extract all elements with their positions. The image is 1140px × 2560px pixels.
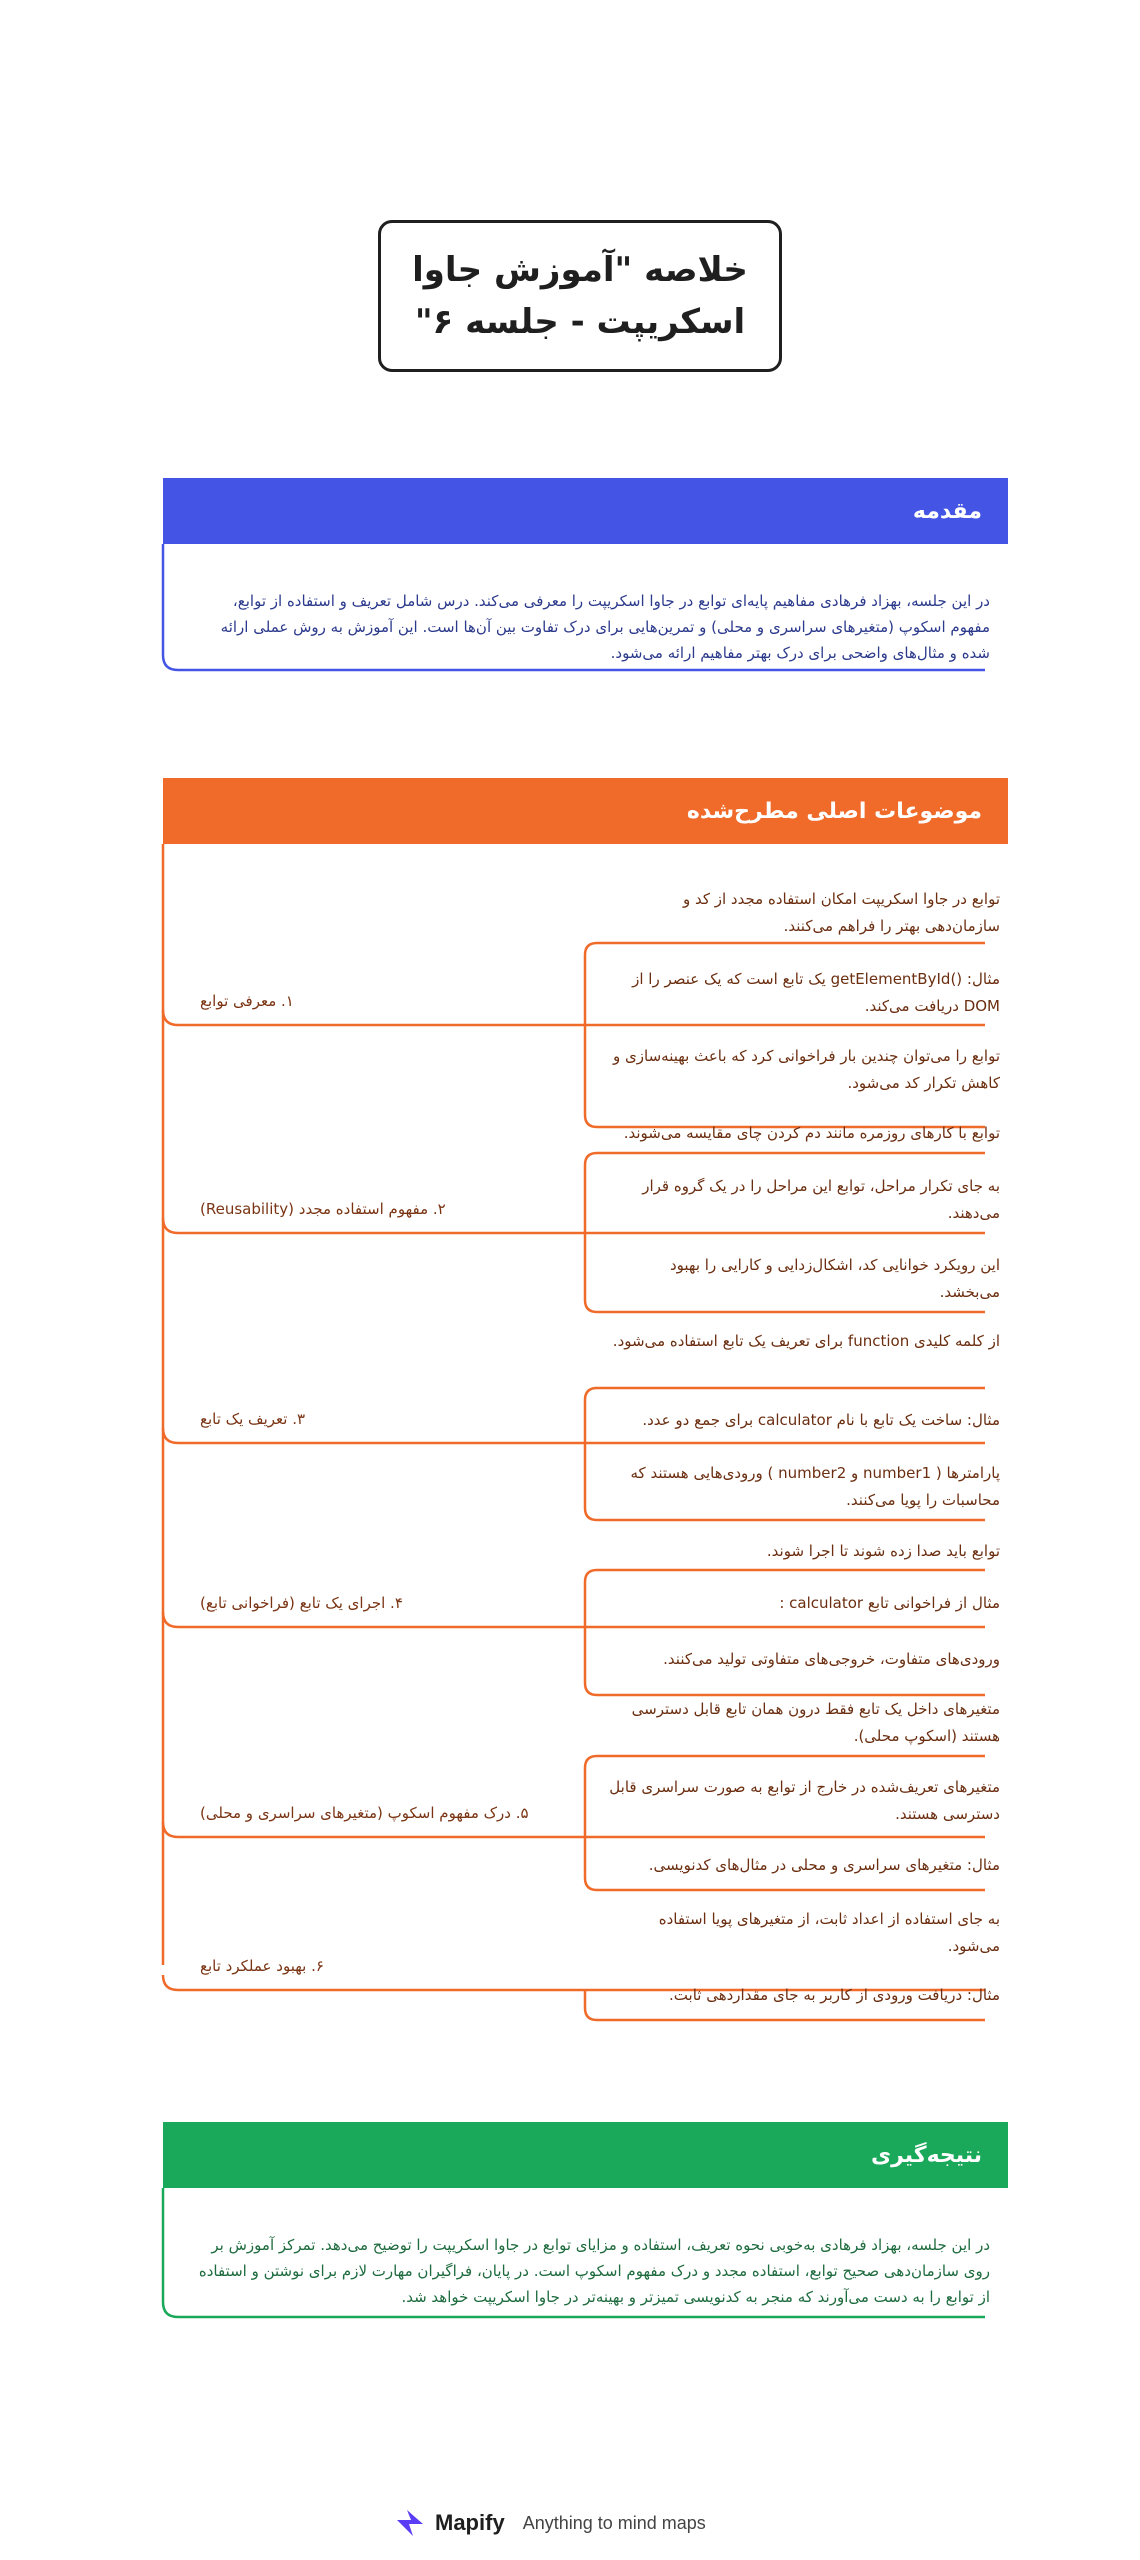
intro-header: مقدمه — [163, 478, 1008, 544]
conclusion-header: نتیجه‌گیری — [163, 2122, 1008, 2188]
topic-label: ۱. معرفی توابع — [200, 992, 294, 1010]
topic-point: توابع باید صدا زده شوند تا اجرا شوند. — [766, 1542, 1000, 1560]
page-title: خلاصه "آموزش جاوا اسکریپت - جلسه ۶" — [378, 220, 782, 372]
topics-header: موضوعات اصلی مطرح‌شده — [163, 778, 1008, 844]
topic-label: ۵. درک مفهوم اسکوپ (متغیرهای سراسری و محلی) — [200, 1804, 529, 1822]
topic-point: توابع در جاوا اسکریپت امکان استفاده مجدد از کد و سازمان‌دهی بهتر را فراهم می‌کنند. — [682, 890, 1000, 935]
topic-point: این رویکرد خوانایی کد، اشکال‌زدایی و کارایی را بهبود می‌بخشد. — [669, 1256, 1000, 1301]
topic-label: ۶. بهبود عملکرد تابع — [200, 1957, 324, 1975]
topic-point: مثال: ساخت یک تابع با نام calculator برای جمع دو عدد. — [642, 1411, 1000, 1429]
topic-label: ۴. اجرای یک تابع (فراخوانی تابع) — [200, 1594, 403, 1612]
brand-tagline: Anything to mind maps — [522, 2512, 706, 2533]
topic-point: متغیرهای داخل یک تابع فقط درون همان تابع قابل دسترسی هستند (اسکوپ محلی). — [631, 1700, 1000, 1745]
footer — [393, 2503, 773, 2543]
topic-point: مثال: دریافت ورودی از کاربر به جای مقداردهی ثابت. — [669, 1986, 1000, 2004]
topic-point: پارامترها ( number1 و number2 ) ورودی‌هایی هستند که محاسبات را پویا می‌کنند. — [630, 1464, 1000, 1509]
topic-point: مثال: ()getElementById یک تابع است که یک عنصر را از DOM دریافت می‌کند. — [632, 970, 1000, 1015]
intro-text: در این جلسه، بهزاد فرهادی مفاهیم پایه‌ای توابع در جاوا اسکریپت را معرفی می‌کند. درس شامل تعریف و استفاده از توابع، مفهوم اسکوپ (متغیرهای سراسری و محلی) و تمرین‌هایی برای درک تفاوت بین آن‌ها است. این آموزش به روش عملی ارائه شده و مثال‌های واضحی برای درک بهتر مفاهیم ارائه می‌شود. — [220, 592, 990, 662]
topic-point: متغیرهای تعریف‌شده در خارج از توابع به صورت سراسری قابل دسترسی هستند. — [609, 1778, 1000, 1823]
conclusion-text: در این جلسه، بهزاد فرهادی به‌خوبی نحوه تعریف، استفاده و مزایای توابع در جاوا اسکریپت را توضیح می‌دهد. تمرکز آموزش بر روی سازمان‌دهی صحیح توابع، استفاده مجدد و درک مفهوم اسکوپ است. در پایان، فراگیران مهارت لازم برای نوشتن و استفاده از توابع را به دست می‌آورند که منجر به کدنویسی تمیزتر و بهینه‌تر در جاوا اسکریپت خواهد شد. — [198, 2236, 990, 2306]
topic-point: ورودی‌های متفاوت، خروجی‌های متفاوتی تولید می‌کنند. — [663, 1650, 1000, 1668]
topic-point: توابع را می‌توان چندین بار فراخوانی کرد که باعث بهینه‌سازی و کاهش تکرار کد می‌شود. — [613, 1047, 1000, 1092]
topic-point: توابع با کارهای روزمره مانند دم کردن چای مقایسه می‌شوند. — [623, 1124, 1000, 1142]
topic-point: به جای استفاده از اعداد ثابت، از متغیرهای پویا استفاده می‌شود. — [658, 1910, 1000, 1955]
topic-point: مثال: متغیرهای سراسری و محلی در مثال‌های کدنویسی. — [648, 1856, 1000, 1874]
topic-point: به جای تکرار مراحل، توابع این مراحل را در یک گروه قرار می‌دهند. — [642, 1177, 1000, 1222]
topic-point: از کلمه کلیدی function برای تعریف یک تابع استفاده می‌شود. — [612, 1332, 1000, 1350]
topic-point: مثال از فراخوانی تابع calculator : — [779, 1594, 1000, 1612]
topic-label: ۲. مفهوم استفاده مجدد (Reusability) — [200, 1200, 446, 1218]
topic-label: ۳. تعریف یک تابع — [200, 1410, 306, 1428]
mapify-logo-icon — [393, 2506, 427, 2540]
brand-name: Mapify — [435, 2510, 505, 2535]
